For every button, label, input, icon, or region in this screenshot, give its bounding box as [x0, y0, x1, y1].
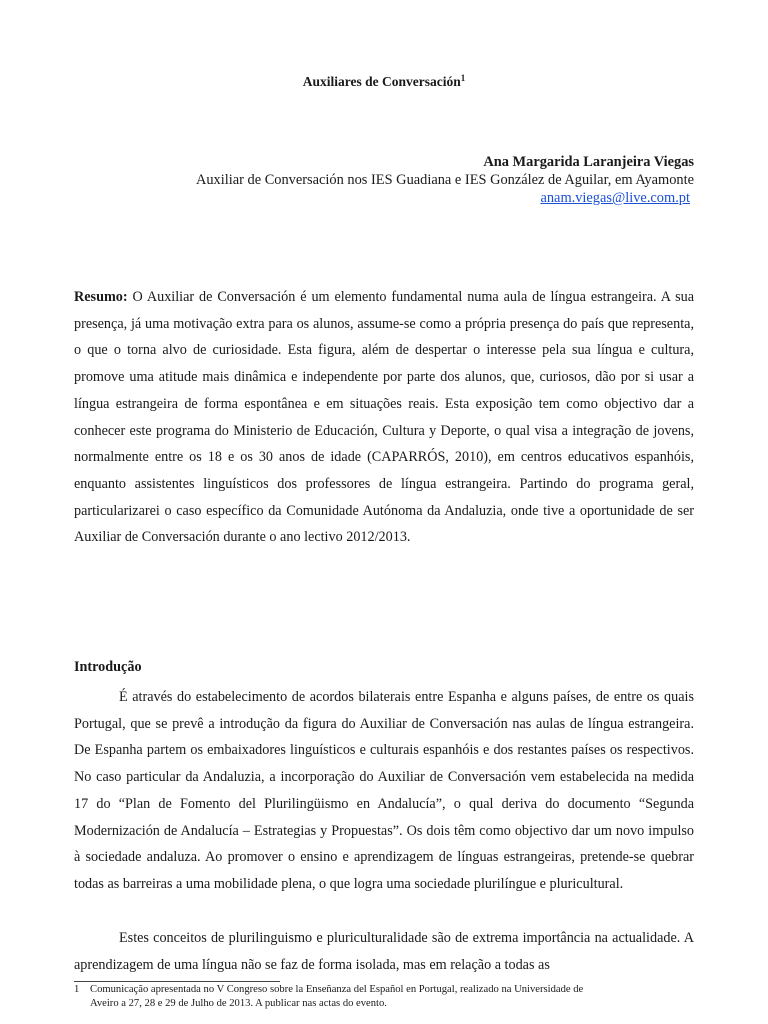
title-text: Auxiliares de Conversación — [302, 74, 461, 89]
author-block — [196, 153, 694, 207]
abstract-label: Resumo: — [74, 289, 128, 305]
introduction-paragraph-1-text: É através do estabelecimento de acordos bilaterais entre Espanha e alguns países, de entre os quais Portugal, que se prevê a introdução da figura do Auxiliar de Conversación nas aulas de língua estrangeira. De Espanha partem os embaixadores linguísticos e culturais espanhóis e dos restantes países os respectivos. No caso particular da Andaluzia, a incorporação do Auxiliar de Conversación vem estabelecida na medida 17 do “Plan de Fomento del Plurilingüismo en Andalucía”, o qual deriva do documento “Segunda Modernización de Andalucía – Estrategias y Propuestas”. Os dois têm como objectivo dar um novo impulso à sociedade andaluza. Ao promover o ensino e aprendizagem de línguas estrangeiras, pretende-se quebrar todas as barreiras a uma mobilidade plena, o que logra uma sociedade plurilíngue e pluricultural. — [74, 689, 694, 892]
author-email-link[interactable]: anam.viegas@live.com.pt — [540, 190, 690, 206]
footnote-number: 1 — [74, 984, 80, 995]
introduction-paragraph-1 — [74, 684, 694, 898]
author-affiliation: Auxiliar de Conversación nos IES Guadiana e IES González de Aguilar, em Ayamonte — [195, 172, 694, 188]
footnote — [74, 983, 696, 1011]
introduction-paragraph-2 — [74, 925, 694, 978]
introduction-heading: Introdução — [74, 659, 142, 675]
abstract-paragraph — [74, 284, 694, 551]
footnote-line-2: Aveiro a 27, 28 e 29 de Julho de 2013. A publicar nas actas do evento. — [90, 998, 387, 1009]
footnote-line-1: Comunicação apresentada no V Congreso sobre la Enseñanza del Español en Portugal, realizado na Universidade de — [90, 984, 584, 995]
footnote-divider — [74, 981, 280, 982]
author-name: Ana Margarida Laranjeira Viegas — [483, 154, 694, 170]
introduction-paragraph-2-text: Estes conceitos de plurilinguismo e pluriculturalidade são de extrema importância na actualidade. A aprendizagem de uma língua não se faz de forma isolada, mas em relação a todas as — [74, 930, 694, 973]
abstract-text: O Auxiliar de Conversación é um elemento fundamental numa aula de língua estrangeira. A sua presença, já uma motivação extra para os alunos, assume-se como a própria presença do país que representa, o que o torna alvo de curiosidade. Esta figura, além de despertar o interesse pela sua língua e cultura, promove uma atitude mais dinâmica e independente por parte dos alunos, que, curiosos, dão por si usar a língua estrangeira de forma espontânea e em situações reais. Esta exposição tem como objectivo dar a conhecer este programa do Ministerio de Educación, Cultura y Deporte, o qual visa a integração de jovens, normalmente entre os 18 e os 30 anos de idade (CAPARRÓS, 2010), em centros educativos espanhóis, enquanto assistentes linguísticos dos professores de língua estrangeira. Partindo do programa geral, particularizarei o caso específico da Comunidade Autónoma da Andaluzia, onde tive a oportunidade de ser Auxiliar de Conversación durante o ano lectivo 2012/2013. — [74, 289, 694, 546]
title-footnote-mark[interactable]: 1 — [460, 73, 466, 83]
paper-title — [0, 73, 768, 90]
